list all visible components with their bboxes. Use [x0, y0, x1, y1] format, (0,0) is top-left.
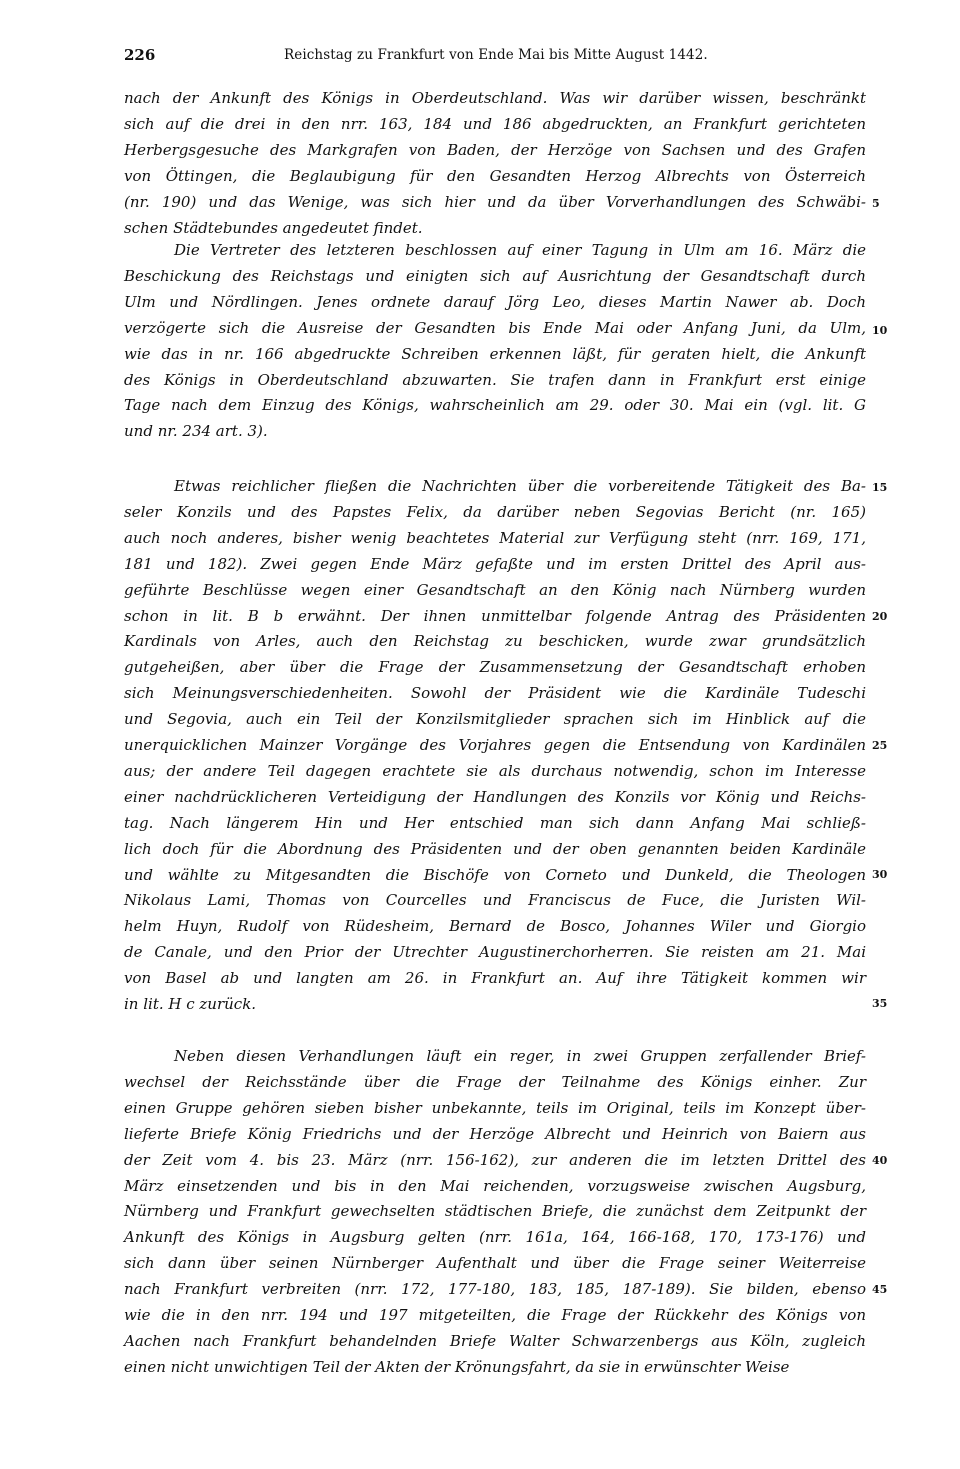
text-line: Die Vertreter des letzteren beschlossen auf einer Tagung in Ulm am 16. März die: [174, 241, 866, 259]
text-line: wechsel der Reichsstände über die Frage der Teilnahme des Königs einher. Zur: [124, 1072, 866, 1091]
text-line: einer nachdrücklicheren Verteidigung der Handlungen des Konzils vor König und Reichs-: [124, 787, 866, 806]
margin-line-number: 5: [872, 197, 880, 210]
text-line: seler Konzils und des Papstes Felix, da darüber neben Segovias Bericht (nr. 165): [124, 502, 866, 521]
paragraph: [124, 238, 866, 445]
margin-line-number: 40: [872, 1154, 888, 1167]
text-line: der Zeit vom 4. bis 23. März (nrr. 156-162), zur anderen die im letzten Drittel des: [124, 1150, 866, 1169]
running-title: Reichstag zu Frankfurt von Ende Mai bis Mitte August 1442.: [284, 47, 708, 63]
text-line: schon in lit. B b erwähnt. Der ihnen unmittelbar folgende Antrag des Präsidenten: [124, 606, 866, 625]
page-number: 226: [124, 46, 156, 64]
text-line: Ulm und Nördlingen. Jenes ordnete darauf Jörg Leo, dieses Martin Nawer ab. Doch: [124, 292, 866, 311]
text-line: de Canale, und den Prior der Utrechter Augustinerchorherren. Sie reisten am 21. Mai: [124, 943, 866, 962]
text-line: 181 und 182). Zwei gegen Ende März gefaßte und im ersten Drittel des April aus-: [124, 554, 866, 573]
text-line: Nürnberg und Frankfurt gewechselten städtischen Briefe, die zunächst dem Zeitpunkt der: [124, 1202, 866, 1221]
text-line: nach der Ankunft des Königs in Oberdeutschland. Was wir darüber wissen, beschränkt: [124, 89, 866, 107]
paragraph: [124, 1044, 866, 1381]
text-line: schen Städtebundes angedeutet findet.: [124, 218, 423, 237]
text-line: Neben diesen Verhandlungen läuft ein reger, in zwei Gruppen zerfallender Brief-: [174, 1047, 866, 1065]
text-line: einen nicht unwichtigen Teil der Akten der Krönungsfahrt, da sie in erwünschter Weise: [124, 1357, 790, 1376]
text-line: und Segovia, auch ein Teil der Konzilsmitglieder sprachen sich im Hinblick auf die: [124, 710, 866, 729]
text-line: des Königs in Oberdeutschland abzuwarten. Sie trafen dann in Frankfurt erst einige: [124, 370, 866, 389]
margin-line-number: 25: [872, 739, 888, 752]
text-line: lieferte Briefe König Friedrichs und der Herzöge Albrecht und Heinrich von Baiern aus: [124, 1124, 866, 1143]
text-line: Kardinals von Arles, auch den Reichstag zu beschicken, wurde zwar grundsätzlich: [124, 632, 866, 651]
text-line: Aachen nach Frankfurt behandelnden Briefe Walter Schwarzenbergs aus Köln, zugleich: [124, 1331, 866, 1350]
text-line: Nikolaus Lami, Thomas von Courcelles und Franciscus de Fuce, die Juristen Wil-: [124, 891, 866, 910]
text-line: gutgeheißen, aber über die Frage der Zusammensetzung der Gesandtschaft erhoben: [124, 658, 866, 677]
paragraph: [124, 474, 866, 1018]
text-line: wie das in nr. 166 abgedruckte Schreiben erkennen läßt, für geraten hielt, die Ankunft: [124, 344, 866, 363]
text-line: Herbergsgesuche des Markgrafen von Baden, der Herzöge von Sachsen und des Grafen: [124, 140, 866, 159]
text-line: wie die in den nrr. 194 und 197 mitgeteilten, die Frage der Rückkehr des Königs von: [124, 1306, 866, 1324]
text-line: unerquicklichen Mainzer Vorgänge des Vorjahres gegen die Entsendung von Kardinälen: [124, 736, 866, 754]
margin-line-number: 15: [872, 481, 888, 494]
text-line: auch noch anderes, bisher wenig beachtetes Material zur Verfügung steht (nrr. 169, 171,: [124, 528, 866, 547]
text-line: Tage nach dem Einzug des Königs, wahrscheinlich am 29. oder 30. Mai ein (vgl. lit. G: [124, 396, 866, 415]
margin-line-number: 45: [872, 1283, 888, 1296]
page-header: [124, 46, 864, 68]
text-line: geführte Beschlüsse wegen einer Gesandtschaft an den König nach Nürnberg wurden: [124, 580, 866, 599]
text-line: sich Meinungsverschiedenheiten. Sowohl der Präsident wie die Kardinäle Tudeschi: [124, 684, 866, 703]
paragraph: [124, 86, 866, 241]
text-line: in lit. H c zurück.: [124, 995, 257, 1013]
text-line: von Basel ab und langten am 26. in Frankfurt an. Auf ihre Tätigkeit kommen wir: [124, 969, 866, 988]
text-line: sich auf die drei in den nrr. 163, 184 und 186 abgedruckten, an Frankfurt gerichteten: [124, 114, 866, 133]
text-line: März einsetzenden und bis in den Mai reichenden, vorzugsweise zwischen Augsburg,: [124, 1176, 866, 1195]
text-line: Etwas reichlicher fließen die Nachrichten über die vorbereitende Tätigkeit des Ba-: [174, 477, 866, 495]
text-line: sich dann über seinen Nürnberger Aufenthalt und über die Frage seiner Weiterreise: [124, 1254, 866, 1273]
margin-line-number: 10: [872, 324, 888, 337]
margin-line-number: 20: [872, 610, 888, 623]
text-line: von Öttingen, die Beglaubigung für den Gesandten Herzog Albrechts von Österreich: [124, 166, 866, 185]
text-line: tag. Nach längerem Hin und Her entschied man sich dann Anfang Mai schließ-: [124, 813, 866, 832]
margin-line-number: 30: [872, 868, 888, 881]
text-line: (nr. 190) und das Wenige, was sich hier und da über Vorverhandlungen des Schwäbi-: [124, 192, 866, 211]
text-line: und wählte zu Mitgesandten die Bischöfe von Corneto und Dunkeld, die Theologen: [124, 865, 866, 884]
text-line: einen Gruppe gehören sieben bisher unbekannte, teils im Original, teils im Konzept über-: [124, 1098, 866, 1117]
text-line: Beschickung des Reichstags und einigten sich auf Ausrichtung der Gesandtschaft durch: [124, 266, 866, 285]
text-line: verzögerte sich die Ausreise der Gesandten bis Ende Mai oder Anfang Juni, da Ulm,: [124, 318, 866, 337]
text-line: nach Frankfurt verbreiten (nrr. 172, 177-180, 183, 185, 187-189). Sie bilden, ebenso: [124, 1280, 866, 1299]
margin-line-number: 35: [872, 997, 888, 1010]
text-line: und nr. 234 art. 3).: [124, 422, 268, 441]
text-line: Ankunft des Königs in Augsburg gelten (nrr. 161a, 164, 166-168, 170, 173-176) und: [124, 1228, 866, 1247]
text-line: lich doch für die Abordnung des Präsidenten und der oben genannten beiden Kardinäle: [124, 839, 866, 858]
text-line: helm Huyn, Rudolf von Rüdesheim, Bernard de Bosco, Johannes Wiler und Giorgio: [124, 917, 866, 936]
text-line: aus; der andere Teil dagegen erachtete sie als durchaus notwendig, schon im Interesse: [124, 761, 866, 780]
